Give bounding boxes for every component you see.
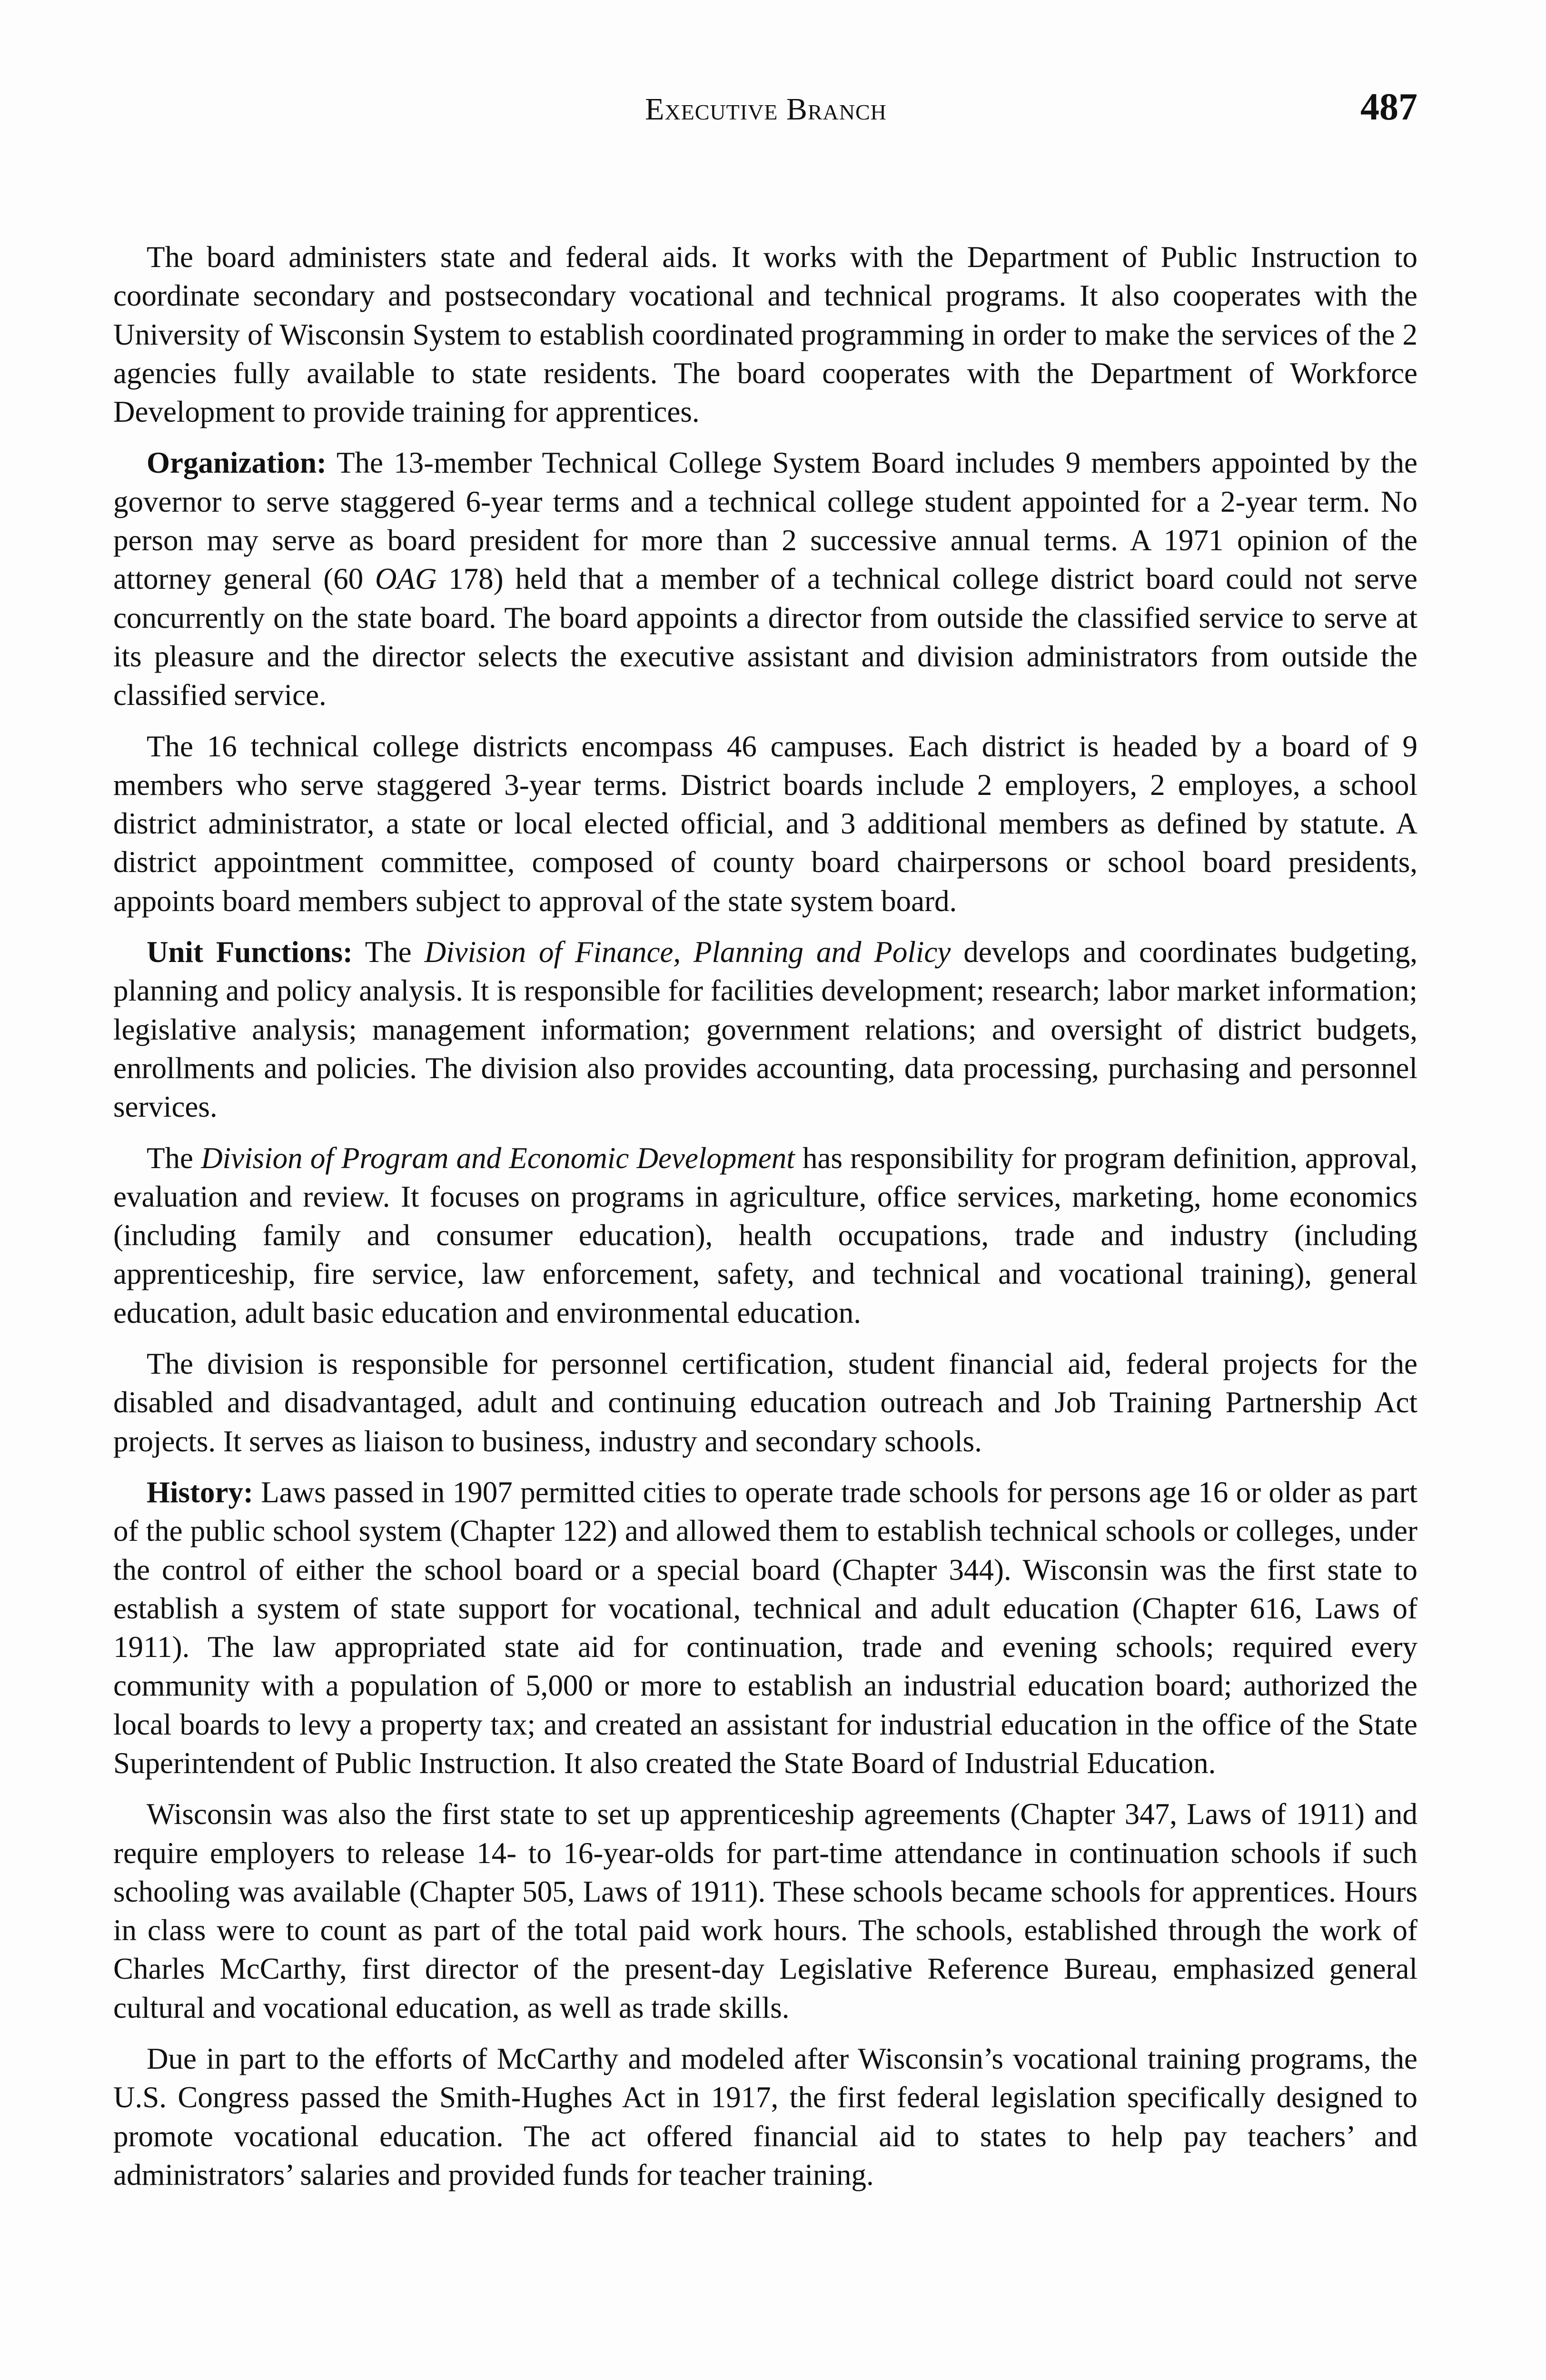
body-text [113, 238, 1417, 2207]
paragraph-unit-functions [113, 933, 1417, 1126]
division-name: Division of Program and Economic Development [201, 1141, 795, 1175]
paragraph-lead: Organization: [147, 446, 327, 480]
paragraph [113, 727, 1417, 921]
paragraph-text: The 13-member Technical College System Board includes 9 members appointed by the governor to serve staggered 6-year terms and a technical college student appointed for a 2-year term. No person may serve as board president for more than 2 successive annual terms. A 1971 opinion of the attorney general (60 [113, 446, 1417, 596]
paragraph-citation: OAG [375, 562, 437, 596]
paragraph-organization [113, 444, 1417, 714]
division-name: Division of Finance, Planning and Policy [424, 935, 951, 969]
page-number: 487 [1360, 86, 1417, 128]
paragraph-text: 178) held that a member of a technical college district board could not serve concurrently on the state board. The board appoints a director from outside the classified service to serve at its pleasure and the director selects the executive assistant and division administrators from outside the classified service. [113, 562, 1417, 712]
paragraph-lead: History: [147, 1475, 253, 1509]
paragraph-text: The [147, 1141, 201, 1175]
running-head-title: Executive Branch [645, 92, 887, 127]
paragraph-text: The 16 technical college districts encompass 46 campuses. Each district is headed by a board of 9 members who serve staggered 3-year terms. District boards include 2 employers, 2 employes, a school district administrator, a state or local elected official, and 3 additional members as defined by statute. A district appointment committee, composed of county board chairpersons or school board presidents, appoints board members subject to approval of the state system board. [113, 729, 1417, 918]
paragraph [113, 1139, 1417, 1332]
paragraph-text: The division is responsible for personnel certification, student financial aid, federal projects for the disabled and disadvantaged, adult and continuing education outreach and Job Training Partnership Act projects. It serves as liaison to business, industry and secondary schools. [113, 1347, 1417, 1458]
paragraph-lead: Unit Functions: [147, 935, 353, 969]
running-head [114, 86, 1417, 138]
paragraph-text: The [352, 935, 425, 969]
paragraph-text: Wisconsin was also the first state to set up apprenticeship agreements (Chapter 347, Laws of 1911) and require employers to release 14- to 16-year-olds for part-time attendance in continuation schools if such schooling was available (Chapter 505, Laws of 1911). These schools became schools for apprentices. Hours in class were to count as part of the total paid work hours. The schools, established through the work of Charles McCarthy, first director of the present-day Legislative Reference Bureau, emphasized general cultural and vocational education, as well as trade skills. [113, 1797, 1417, 2024]
paragraph-text: Due in part to the efforts of McCarthy and modeled after Wisconsin’s vocational training programs, the U.S. Congress passed the Smith-Hughes Act in 1917, the first federal legislation specifically designed to promote vocational education. The act offered financial aid to states to help pay teachers’ and administrators’ salaries and provided funds for teacher training. [113, 2042, 1417, 2192]
paragraph-text: The board administers state and federal aids. It works with the Department of Public Instruction to coordinate secondary and postsecondary vocational and technical programs. It also cooperates with the University of Wisconsin System to establish coordinated programming in order to make the services of the 2 agencies fully available to state residents. The board cooperates with the Department of Workforce Development to provide training for apprentices. [113, 240, 1417, 429]
paragraph-text: has responsibility for program definition, approval, evaluation and review. It focuses on programs in agriculture, office services, marketing, home economics (including family and consumer education), health occupations, trade and industry (including apprenticeship, fire service, law enforcement, safety, and technical and vocational training), general education, adult basic education and environmental education. [113, 1141, 1417, 1329]
paragraph-text: Laws passed in 1907 permitted cities to operate trade schools for persons age 16 or older as part of the public school system (Chapter 122) and allowed them to establish technical schools or colleges, under the control of either the school board or a special board (Chapter 344). Wisconsin was the first state to establish a system of state support for vocational, technical and adult education (Chapter 616, Laws of 1911). The law appropriated state aid for continuation, trade and evening schools; required every community with a population of 5,000 or more to establish an industrial education board; authorized the local boards to levy a property tax; and created an assistant for industrial education in the office of the State Superintendent of Public Instruction. It also created the State Board of Industrial Education. [113, 1475, 1417, 1780]
paragraph [113, 2040, 1417, 2194]
paragraph [113, 1345, 1417, 1461]
paragraph [113, 1795, 1417, 2027]
paragraph-text: develops and coordinates budgeting, planning and policy analysis. It is responsible for facilities development; research; labor market information; legislative analysis; management information; government relations; and oversight of district budgets, enrollments and policies. The division also provides accounting, data processing, purchasing and personnel services. [113, 935, 1417, 1124]
paragraph [113, 238, 1417, 431]
paragraph-history [113, 1473, 1417, 1783]
